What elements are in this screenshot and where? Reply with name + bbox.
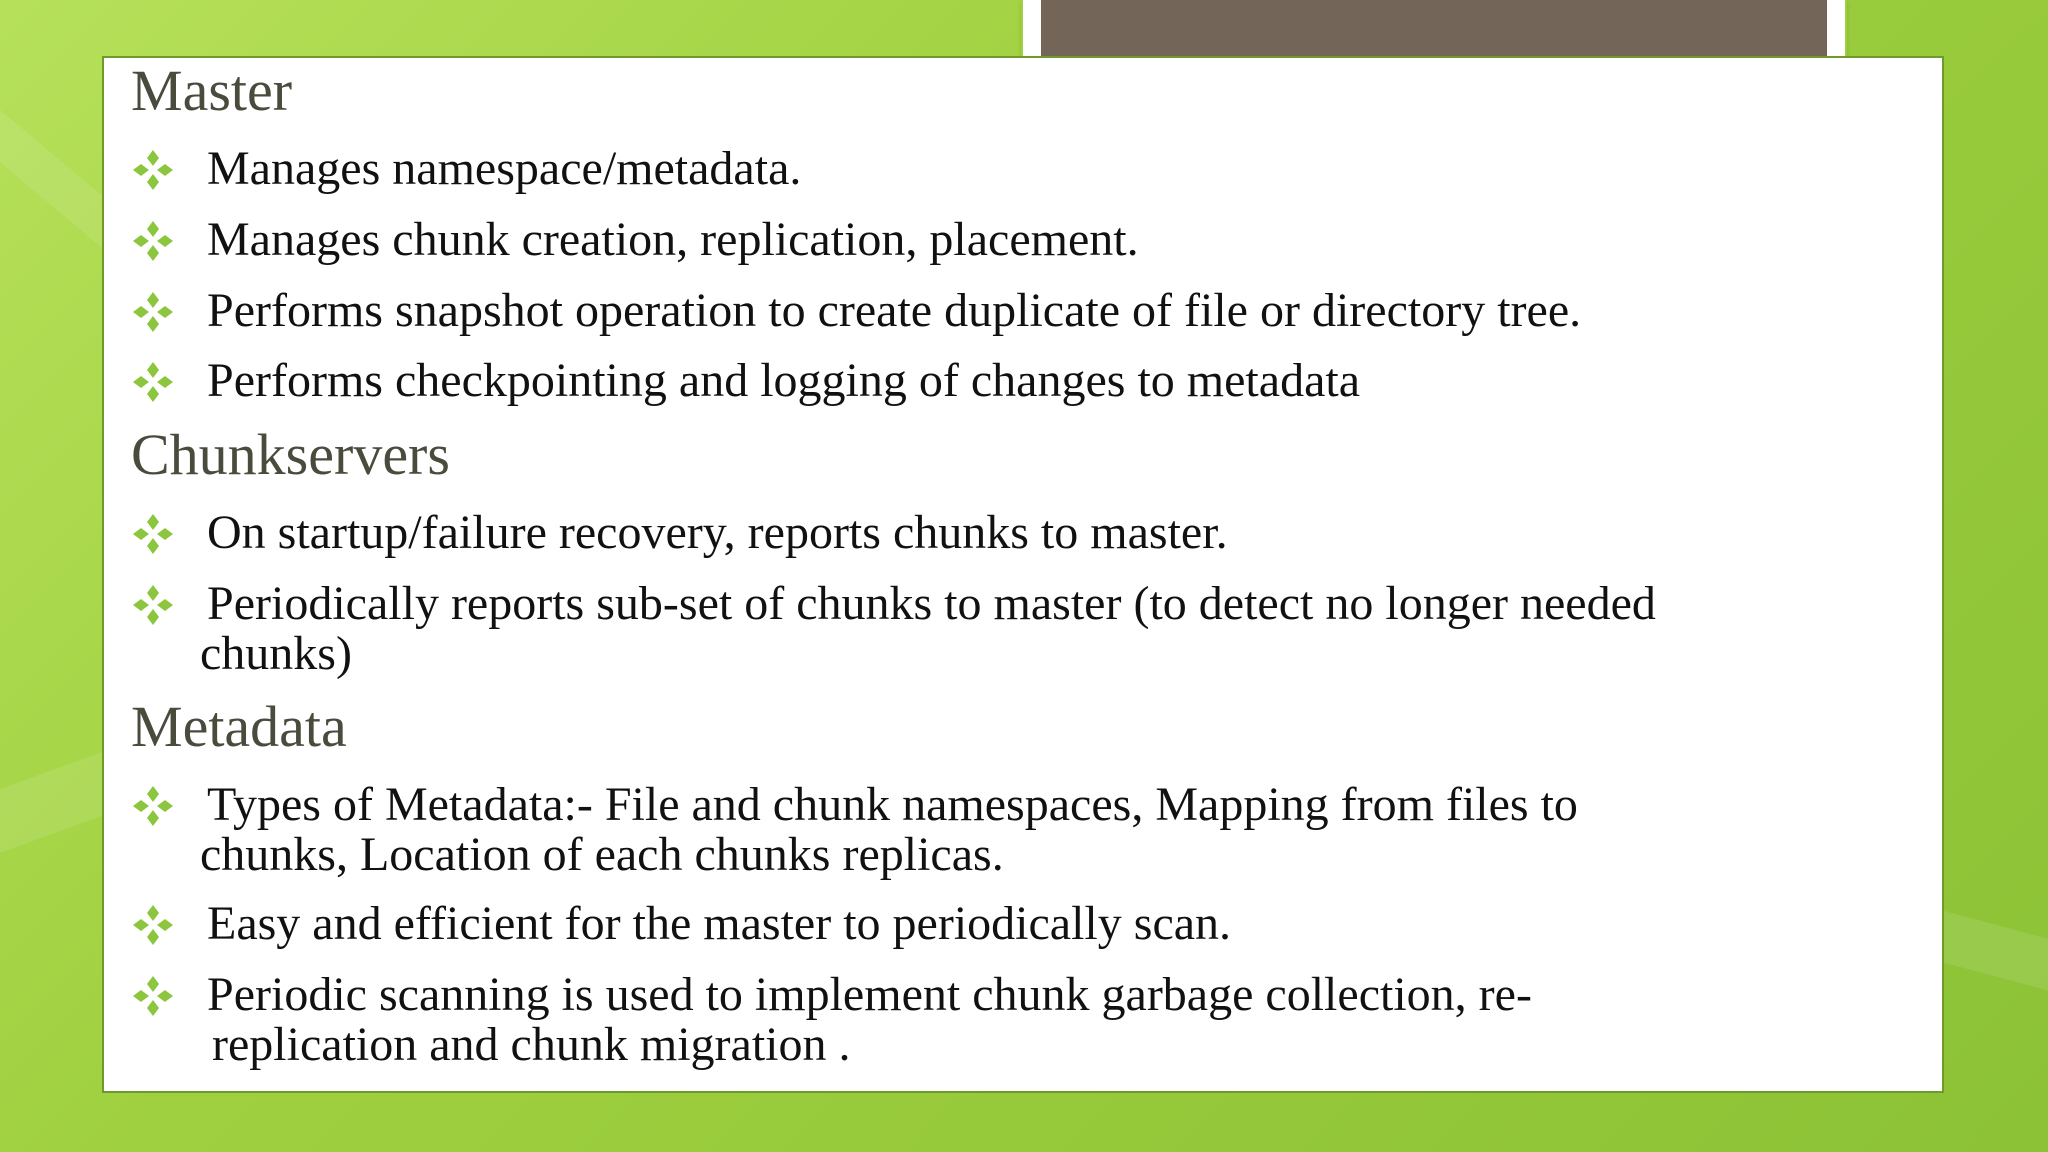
four-diamond-bullet-icon — [131, 290, 175, 334]
bullet-text: Easy and efficient for the master to periodically scan. — [207, 897, 1232, 950]
section-heading-chunkservers: Chunkservers — [131, 422, 450, 487]
bullet-text: Manages namespace/metadata. — [207, 142, 802, 195]
four-diamond-bullet-icon — [131, 583, 175, 627]
bullet-text: Performs checkpointing and logging of changes to metadata — [207, 354, 1361, 407]
four-diamond-bullet-icon — [131, 974, 175, 1018]
four-diamond-bullet-icon — [131, 784, 175, 828]
bullet-text-line1: Periodic scanning is used to implement chunk garbage collection, re- — [207, 968, 1532, 1021]
four-diamond-bullet-icon — [131, 219, 175, 263]
bullet-text-line2: replication and chunk migration . — [212, 1018, 851, 1071]
four-diamond-bullet-icon — [131, 148, 175, 192]
bullet-text-line2: chunks) — [200, 627, 352, 680]
bullet-text: Manages chunk creation, replication, placement. — [207, 213, 1139, 266]
bullet-text: Performs snapshot operation to create duplicate of file or directory tree. — [207, 284, 1582, 337]
four-diamond-bullet-icon — [131, 903, 175, 947]
bullet-text: On startup/failure recovery, reports chunks to master. — [207, 506, 1228, 559]
four-diamond-bullet-icon — [131, 512, 175, 556]
bullet-text-line2: chunks, Location of each chunks replicas. — [200, 828, 1004, 881]
bullet-text — [200, 577, 1656, 680]
section-heading-master: Master — [131, 58, 293, 123]
section-heading-metadata: Metadata — [131, 694, 347, 759]
four-diamond-bullet-icon — [131, 360, 175, 404]
bullet-text — [207, 970, 1532, 1070]
bullet-text-line1: Types of Metadata:- File and chunk namespaces, Mapping from files to — [207, 778, 1578, 831]
bullet-text-line1: Periodically reports sub-set of chunks to master (to detect no longer needed — [207, 577, 1656, 630]
bullet-text — [200, 778, 1578, 881]
